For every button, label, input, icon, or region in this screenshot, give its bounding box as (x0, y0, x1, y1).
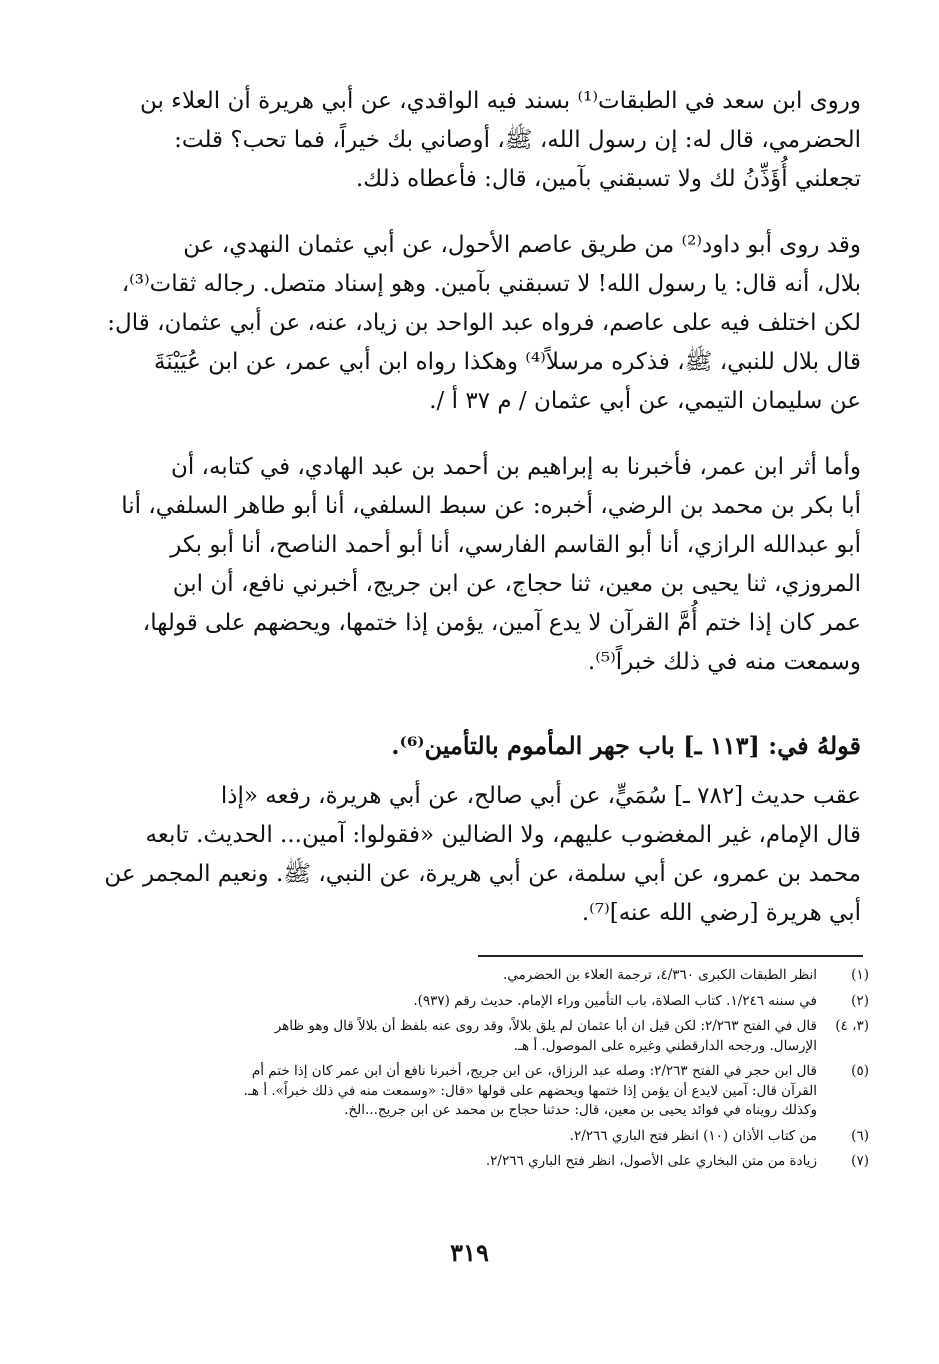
footnote-number: (٢) (851, 992, 869, 1009)
text-line: أبو عبدالله الرازي، أنا أبو القاسم الفارسي، أنا أبو أحمد الناصح، أنا أبو بكر (170, 532, 861, 558)
text-line: أبا بكر بن محمد بن الرضي، أخبره: عن سبط السلفي، أنا أبو طاهر السلفي، أنا (121, 493, 861, 519)
footnote-6 (69, 1127, 869, 1147)
text-line: أبي هريرة [رضي الله عنه]⁽⁷⁾. (581, 900, 861, 926)
text-line: قال بلال للنبي، ﷺ، فذكره مرسلاً⁽⁴⁾ وهكذا رواه ابن أبي عمر، عن ابن عُيَيْنَةَ (153, 349, 861, 375)
footnote-number: (٦) (851, 1127, 869, 1144)
footnote-number: (٥) (851, 1063, 869, 1079)
section-heading: قولهُ في: [١١٣ ـ] باب جهر المأموم بالتأمين⁽⁶⁾. (391, 731, 861, 760)
text-line: قال الإمام، غير المغضوب عليهم، ولا الضالين «فقولوا: آمين... الحديث. تابعه (145, 822, 861, 848)
text-line: تجعلني أُؤَذِّنُ لك ولا تسبقني بآمين، قال: فأعطاه ذلك. (355, 166, 861, 192)
text-line: عمر كان إذا ختم أُمَّ القرآن لا يدع آمين، يؤمن إذا ختمها، ويحضهم على قولها، (142, 610, 861, 636)
paragraph-abu-dawud (76, 226, 861, 421)
text-line: لكن اختلف فيه على عاصم، فرواه عبد الواحد بن زياد، عنه، عن أبي عثمان، قال: (107, 310, 861, 336)
footnote-text: الإرسال. ورجحه الدارقطني وغيره على الموصول. أ هـ. (513, 1037, 817, 1054)
paragraph-hadith-782 (76, 777, 861, 933)
footnotes (69, 966, 869, 1178)
footnote-1 (69, 966, 869, 986)
footnote-number: (٣، ٤) (835, 1018, 869, 1034)
footnote-2 (69, 992, 869, 1012)
footnote-7 (69, 1152, 869, 1172)
footnote-text: انظر الطبقات الكبرى ٤/٣٦٠، ترجمة العلاء بن الحضرمي. (503, 967, 817, 983)
footnote-text: القرآن قال: آمين لايدع أن يؤمن إذا ختمها ويحضهم على قولها «قال: «وسمعت منه في ذلك خبراً». أ هـ. (243, 1082, 817, 1099)
page-number: ٣١٩ (450, 1238, 489, 1267)
footnote-3-4 (69, 1017, 869, 1056)
text-line: محمد بن عمرو، عن أبي سلمة، عن أبي هريرة، عن النبي، ﷺ. ونعيم المجمر عن (104, 861, 861, 887)
paragraph-ibn-saad (76, 82, 861, 199)
footnote-text: قال في الفتح ٢/٢٦٣: لكن قيل ان أبا عثمان لم يلق بلالاً، وقد روى عنه بلفظ أن بلالاً قال وهو ظاهر (274, 1018, 817, 1034)
text-line: عقب حديث [٧٨٢ ـ] سُمَيٍّ، عن أبي صالح، عن أبي هريرة، رفعه «إذا (220, 783, 861, 809)
footnote-text: قال ابن حجر في الفتح ٢/٢٦٣: وصله عبد الرزاق، عن ابن جريج، أخبرنا نافع أن ابن عمر كان إذا ختم أم (251, 1063, 817, 1079)
text-line: وسمعت منه في ذلك خبراً⁽⁵⁾. (587, 649, 861, 675)
footnote-5 (69, 1062, 869, 1121)
text-line: المروزي، ثنا يحيى بن معين، ثنا حجاج، عن ابن جريج، أخبرني نافع، أن ابن (172, 571, 861, 597)
footnote-text: من كتاب الأذان (١٠) انظر فتح الباري ٢/٢٦٦. (569, 1127, 817, 1144)
text-line: بلال، أنه قال: يا رسول الله! لا تسبقني بآمين. وهو إسناد متصل. رجاله ثقات⁽³⁾، (121, 271, 861, 297)
footnote-divider (478, 955, 863, 957)
text-line: الحضرمي، قال له: إن رسول الله، ﷺ، أوصاني بك خيراً، فما تحب؟ قلت: (174, 127, 861, 153)
footnote-text: زيادة من متن البخاري على الأصول، انظر فتح الباري ٢/٢٦٦. (485, 1153, 817, 1169)
footnote-text: في سننه ١/٢٤٦. كتاب الصلاة، باب التأمين وراء الإمام. حديث رقم (٩٣٧). (413, 992, 817, 1009)
footnote-number: (٧) (851, 1153, 869, 1169)
paragraph-ibn-umar (76, 448, 861, 682)
text-line: وأما أثر ابن عمر، فأخبرنا به إبراهيم بن أحمد بن عبد الهادي، في كتابه، أن (170, 454, 861, 480)
text-line: وقد روى أبو داود⁽²⁾ من طريق عاصم الأحول، عن أبي عثمان النهدي، عن (183, 232, 861, 258)
text-line: عن سليمان التيمي، عن أبي عثمان / م ٣٧ أ /. (429, 388, 861, 414)
footnote-number: (١) (851, 967, 869, 983)
footnote-text: وكذلك رويناه في فوائد يحيى بن معين، قال: حدثنا حجاج بن محمد عن ابن جريج...الخ. (344, 1102, 817, 1118)
text-line: وروى ابن سعد في الطبقات⁽¹⁾ بسند فيه الواقدي، عن أبي هريرة أن العلاء بن (139, 88, 861, 114)
